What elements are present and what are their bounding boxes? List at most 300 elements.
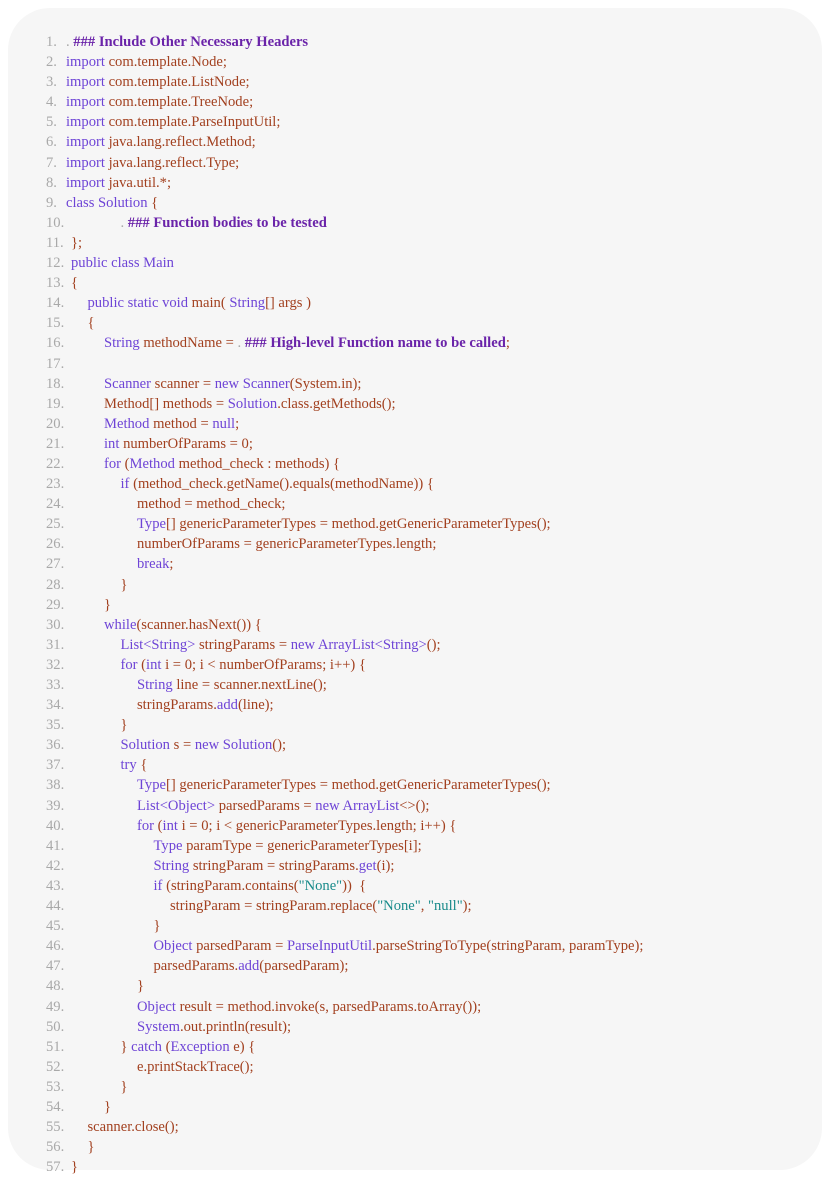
code-token: "None": [377, 898, 421, 915]
code-text: [66, 193, 158, 213]
line-number: 21.: [46, 435, 65, 452]
code-token: (System.in);: [289, 375, 362, 392]
line-number: 44.: [46, 898, 65, 915]
code-token: break: [137, 556, 170, 573]
code-line: [46, 293, 816, 313]
code-text: [137, 494, 285, 514]
code-text: [137, 816, 456, 836]
code-token: Solution: [120, 737, 174, 754]
code-token: java.util.*;: [108, 174, 171, 191]
code-token: com.template.ListNode;: [108, 74, 250, 91]
code-token: Type: [137, 777, 166, 794]
code-text: [121, 1037, 256, 1057]
code-token: }: [120, 1078, 128, 1095]
code-token: ;: [505, 335, 510, 352]
code-token: e) {: [233, 1038, 256, 1055]
line-number: 1.: [46, 34, 61, 50]
line-number: 52.: [46, 1058, 65, 1075]
code-token: (: [124, 455, 130, 472]
line-number: 28.: [46, 576, 65, 593]
line-number: 56.: [46, 1139, 65, 1156]
code-token: .: [237, 335, 245, 352]
code-text: [137, 775, 551, 795]
code-token: .parseStringToType(stringParam, paramType);: [372, 938, 644, 955]
code-line: [46, 735, 816, 755]
code-token: Type: [153, 837, 187, 854]
line-number: 19.: [46, 395, 65, 412]
line-number: 36.: [46, 737, 65, 754]
code-token: java.lang.reflect.Method;: [108, 134, 256, 151]
line-number: 10.: [46, 214, 65, 231]
code-line: [46, 615, 816, 635]
code-token: class: [66, 194, 99, 211]
code-text: [71, 1157, 78, 1177]
code-token: try: [120, 757, 141, 774]
code-token: numberOfParams = genericParameterTypes.length;: [137, 536, 437, 553]
code-token: ;: [169, 556, 174, 573]
line-number: 6.: [46, 134, 61, 151]
line-number: 16.: [46, 335, 65, 352]
code-token: stringParam = stringParam.replace(: [170, 898, 378, 915]
code-text: [104, 434, 253, 454]
code-line: [46, 836, 816, 856]
code-token: new Solution: [194, 737, 273, 754]
code-token: int: [162, 817, 182, 834]
code-token: String: [137, 677, 177, 693]
code-block: [46, 32, 816, 1177]
code-line: [46, 354, 816, 374]
code-token: com.template.TreeNode;: [108, 94, 254, 111]
code-line: [46, 876, 816, 896]
code-line: [46, 796, 816, 816]
code-token: "None": [298, 877, 343, 894]
line-number: 27.: [46, 556, 65, 573]
code-token: import: [66, 54, 109, 71]
line-number: 17.: [46, 355, 65, 372]
code-token: String: [229, 295, 266, 312]
code-token: methodName =: [143, 335, 238, 352]
line-number: 37.: [46, 757, 65, 774]
code-token: import: [66, 134, 109, 151]
code-token: for: [120, 656, 142, 673]
line-number: 35.: [46, 717, 65, 734]
code-text: [104, 374, 361, 394]
code-token: stringParams =: [199, 636, 291, 653]
code-line: [46, 695, 816, 715]
code-token: [] args ): [265, 295, 311, 312]
code-token: public static void: [87, 295, 192, 312]
line-number: 2.: [46, 54, 61, 71]
code-text: [71, 253, 174, 273]
line-number: 41.: [46, 837, 65, 854]
line-number: 53.: [46, 1078, 65, 1095]
code-line: [46, 1157, 816, 1177]
code-token: List<Object>: [137, 797, 219, 814]
code-token: int: [104, 435, 124, 452]
line-number: 30.: [46, 616, 65, 633]
code-text: [104, 1097, 111, 1117]
code-line: [46, 52, 816, 72]
line-number: 12.: [46, 255, 65, 272]
code-line: [46, 1037, 816, 1057]
line-number: 29.: [46, 596, 65, 613]
code-token: parsedParams.: [153, 958, 239, 975]
line-number: 7.: [46, 154, 61, 171]
code-token: result = method.invoke(s, parsedParams.toArray());: [179, 998, 482, 1015]
code-token: }: [137, 978, 145, 995]
code-token: (i);: [376, 857, 395, 874]
code-line: [46, 32, 816, 52]
code-token: import: [66, 74, 109, 91]
code-token: scanner.close();: [87, 1119, 179, 1136]
line-number: 31.: [46, 636, 65, 653]
code-token: get: [358, 857, 377, 874]
code-text: [104, 615, 262, 635]
code-text: [104, 595, 111, 615]
code-token: null: [212, 415, 236, 432]
line-number: 57.: [46, 1159, 65, 1176]
code-line: [46, 1017, 816, 1037]
code-line: [46, 1097, 816, 1117]
line-number: 13.: [46, 275, 65, 292]
code-token: while: [104, 616, 137, 633]
code-token: Method: [129, 455, 179, 472]
code-text: [104, 454, 340, 474]
code-token: add: [216, 697, 238, 714]
code-text: [154, 916, 161, 936]
code-token: method =: [153, 415, 213, 432]
code-token: s =: [173, 737, 195, 754]
code-token: new ArrayList: [315, 797, 400, 814]
line-number: 24.: [46, 496, 65, 513]
code-text: [137, 976, 144, 996]
code-token: numberOfParams = 0;: [123, 435, 253, 452]
code-line: [46, 153, 816, 173]
code-text: [121, 474, 434, 494]
code-token: .class.getMethods();: [277, 395, 396, 412]
code-text: [104, 333, 510, 353]
line-number: 18.: [46, 375, 65, 392]
line-number: 26.: [46, 536, 65, 553]
code-token: Solution: [98, 194, 152, 211]
code-token: }: [104, 596, 112, 613]
code-token: parsedParam =: [196, 938, 287, 955]
code-line: [46, 454, 816, 474]
code-line: [46, 514, 816, 534]
code-token: com.template.Node;: [108, 54, 227, 71]
code-text: [137, 514, 551, 534]
code-token: .out.println(result);: [179, 1018, 292, 1035]
code-line: [46, 313, 816, 333]
line-number: 49.: [46, 998, 65, 1015]
code-token: ParseInputUtil: [286, 938, 373, 955]
code-token: for: [104, 455, 125, 472]
code-token: )) {: [342, 877, 367, 894]
line-number: 38.: [46, 777, 65, 794]
code-text: [137, 796, 429, 816]
code-line: [46, 434, 816, 454]
code-line: [46, 474, 816, 494]
line-number: 20.: [46, 415, 65, 432]
code-text: [154, 856, 395, 876]
code-text: [170, 896, 472, 916]
code-token: import: [66, 174, 109, 191]
code-text: [71, 273, 78, 293]
code-token: method_check : methods) {: [178, 455, 341, 472]
code-text: [121, 213, 327, 233]
line-number: 3.: [46, 74, 61, 91]
code-text: [137, 1017, 291, 1037]
line-number: 9.: [46, 194, 61, 211]
code-text: [66, 92, 253, 112]
code-token: parsedParams =: [218, 797, 316, 814]
line-number: 47.: [46, 958, 65, 975]
code-token: method = method_check;: [137, 496, 286, 513]
code-token: String: [153, 857, 193, 874]
code-token: (stringParam.contains(: [166, 877, 299, 894]
code-token: scanner =: [154, 375, 215, 392]
code-line: [46, 132, 816, 152]
code-text: [137, 997, 481, 1017]
code-text: [66, 132, 256, 152]
code-text: [121, 755, 148, 775]
code-token: Type: [137, 516, 166, 533]
code-line: [46, 655, 816, 675]
code-token: ();: [426, 636, 441, 653]
code-token: stringParam = stringParams.: [192, 857, 359, 874]
line-number: 42.: [46, 857, 65, 874]
code-token: (scanner.hasNext()) {: [136, 616, 262, 633]
code-token: catch: [131, 1038, 166, 1055]
line-number: 11.: [46, 234, 64, 251]
line-number: 4.: [46, 94, 61, 111]
code-line: [46, 715, 816, 735]
code-text: [121, 715, 128, 735]
line-number: 40.: [46, 817, 65, 834]
code-token: (parsedParam);: [259, 958, 349, 975]
code-line: [46, 273, 816, 293]
code-line: [46, 755, 816, 775]
code-token: if: [153, 877, 167, 894]
code-line: [46, 936, 816, 956]
line-number: 25.: [46, 516, 65, 533]
code-text: [137, 675, 327, 695]
code-token: <>();: [399, 797, 430, 814]
code-line: [46, 675, 816, 695]
code-token: stringParams.: [137, 697, 217, 714]
line-number: 8.: [46, 174, 61, 191]
code-text: [104, 414, 239, 434]
code-text: [121, 575, 128, 595]
code-token: ;: [235, 415, 240, 432]
code-line: [46, 1077, 816, 1097]
line-number: 54.: [46, 1098, 65, 1115]
line-number: 55.: [46, 1119, 65, 1136]
code-line: [46, 534, 816, 554]
code-token: i = 0; i < genericParameterTypes.length; i++) {: [181, 817, 457, 834]
code-token: e.printStackTrace();: [137, 1058, 254, 1075]
code-text: [66, 112, 280, 132]
line-number: 33.: [46, 677, 65, 693]
code-text: [66, 32, 308, 52]
code-line: [46, 1117, 816, 1137]
code-line: [46, 1137, 816, 1157]
code-token: .: [120, 214, 128, 231]
code-line: [46, 856, 816, 876]
code-text: [88, 1137, 95, 1157]
line-number: 43.: [46, 877, 65, 894]
code-token: .: [66, 34, 74, 50]
code-line: [46, 635, 816, 655]
line-number: 5.: [46, 114, 61, 131]
code-text: [137, 534, 436, 554]
code-line: [46, 374, 816, 394]
code-token: };: [71, 234, 83, 251]
code-line: [46, 976, 816, 996]
line-number: 23.: [46, 476, 65, 493]
line-number: 50.: [46, 1018, 65, 1035]
code-line: [46, 414, 816, 434]
code-token: main(: [191, 295, 230, 312]
code-token: public class Main: [71, 255, 174, 272]
code-token: [] genericParameterTypes = method.getGenericParameterTypes();: [165, 516, 551, 533]
code-token: int: [146, 656, 166, 673]
code-text: [121, 635, 441, 655]
code-token: line = scanner.nextLine();: [176, 677, 327, 693]
line-number: 22.: [46, 455, 65, 472]
placeholder-comment: ### Include Other Necessary Headers: [73, 34, 309, 50]
code-line: [46, 494, 816, 514]
code-text: [121, 655, 366, 675]
code-line: [46, 173, 816, 193]
code-token: import: [66, 114, 109, 131]
code-token: (: [165, 1038, 171, 1055]
code-line: [46, 394, 816, 414]
code-text: [154, 956, 349, 976]
code-text: [66, 153, 239, 173]
code-token: Exception: [170, 1038, 234, 1055]
code-token: {: [87, 315, 95, 332]
code-text: [66, 52, 227, 72]
code-token: String: [104, 335, 144, 352]
line-number: 34.: [46, 697, 65, 714]
code-token: [] genericParameterTypes = method.getGenericParameterTypes();: [165, 777, 551, 794]
code-card: [8, 8, 822, 1176]
code-token: Object: [137, 998, 180, 1015]
placeholder-comment: ### Function bodies to be tested: [127, 214, 327, 231]
code-token: {: [151, 194, 159, 211]
code-token: System: [137, 1018, 180, 1035]
code-token: (method_check.getName().equals(methodName)) {: [133, 476, 434, 493]
code-token: import: [66, 154, 109, 171]
code-token: new ArrayList<String>: [290, 636, 427, 653]
code-line: [46, 595, 816, 615]
code-token: import: [66, 94, 109, 111]
code-token: {: [140, 757, 148, 774]
code-text: [137, 1057, 254, 1077]
line-number: 39.: [46, 797, 65, 814]
line-number: 46.: [46, 938, 65, 955]
code-text: [88, 313, 95, 333]
code-line: [46, 213, 816, 233]
code-token: new Scanner: [214, 375, 290, 392]
code-line: [46, 997, 816, 1017]
line-number: 51.: [46, 1038, 65, 1055]
code-token: }: [120, 576, 128, 593]
code-token: List<String>: [120, 636, 199, 653]
code-token: if: [120, 476, 134, 493]
code-token: }: [71, 1159, 79, 1176]
code-token: {: [71, 275, 79, 292]
code-token: }: [120, 1038, 132, 1055]
code-line: [46, 956, 816, 976]
code-text: [154, 936, 644, 956]
code-line: [46, 575, 816, 595]
code-text: [104, 394, 396, 414]
code-token: (: [141, 656, 147, 673]
code-line: [46, 233, 816, 253]
code-token: for: [137, 817, 158, 834]
code-token: paramType = genericParameterTypes[i];: [186, 837, 422, 854]
code-token: ();: [272, 737, 287, 754]
code-line: [46, 112, 816, 132]
line-number: 14.: [46, 295, 65, 312]
line-number: 45.: [46, 918, 65, 935]
code-line: [46, 333, 816, 353]
line-number: 48.: [46, 978, 65, 995]
code-text: [88, 293, 312, 313]
code-token: Object: [153, 938, 197, 955]
code-token: }: [120, 717, 128, 734]
code-line: [46, 193, 816, 213]
code-token: "null": [428, 898, 463, 915]
code-text: [154, 836, 422, 856]
code-line: [46, 92, 816, 112]
code-token: java.lang.reflect.Type;: [108, 154, 240, 171]
code-text: [154, 876, 367, 896]
code-token: (: [157, 817, 163, 834]
line-number: 15.: [46, 315, 65, 332]
code-token: }: [104, 1098, 112, 1115]
code-line: [46, 253, 816, 273]
code-token: );: [462, 898, 472, 915]
code-token: (line);: [237, 697, 274, 714]
code-text: [121, 1077, 128, 1097]
code-line: [46, 1057, 816, 1077]
code-text: [88, 1117, 179, 1137]
code-token: i = 0; i < numberOfParams; i++) {: [165, 656, 366, 673]
code-token: Solution: [227, 395, 278, 412]
code-token: ,: [420, 898, 429, 915]
code-text: [66, 72, 250, 92]
line-number: 32.: [46, 656, 65, 673]
code-text: [66, 173, 171, 193]
code-token: }: [153, 918, 161, 935]
code-text: [121, 735, 287, 755]
code-text: [71, 233, 82, 253]
code-line: [46, 554, 816, 574]
code-line: [46, 916, 816, 936]
code-token: }: [87, 1139, 95, 1156]
code-token: Method: [104, 415, 154, 432]
code-token: add: [238, 958, 260, 975]
code-line: [46, 816, 816, 836]
code-token: Method[] methods =: [104, 395, 228, 412]
placeholder-comment: ### High-level Function name to be called: [244, 335, 506, 352]
code-line: [46, 896, 816, 916]
code-token: com.template.ParseInputUtil;: [108, 114, 281, 131]
code-text: [137, 695, 274, 715]
